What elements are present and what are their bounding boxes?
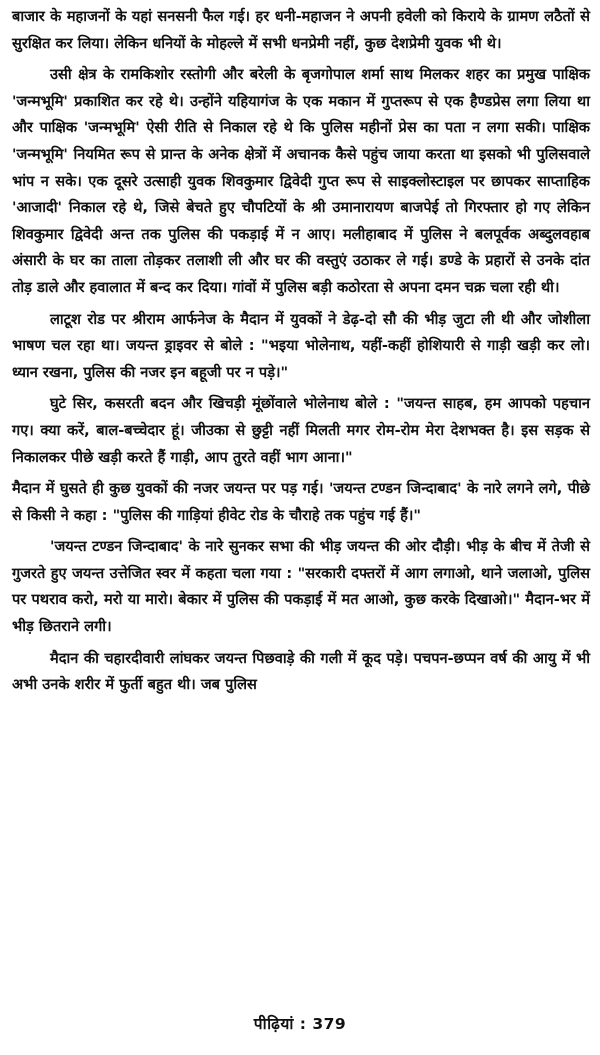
page-body [12, 4, 590, 699]
paragraph-slogans: 'जयन्त टण्डन जिन्दाबाद' के नारे सुनकर सभा की भीड़ जयन्त की ओर दौड़ी। भीड़ के बीच में तेजी से गुजरते हुए जयन्त उत्तेजित स्वर में कहता चला गया : "सरकारी दफ्तरों में आग लगाओ, थाने जलाओ, पुलिस पर पथराव करो, मरो या मारो। बेकार में पुलिस की पकड़ाई में मत आओ, कुछ करके दिखाओ।" मैदान-भर में भीड़ छितराने लगी। [12, 538, 590, 636]
page-footer: पीढ़ियां : 379 [253, 1015, 347, 1033]
paragraph-continuation: बाजार के महाजनों के यहां सनसनी फैल गई। हर धनी-महाजन ने अपनी हवेली को किराये के ग्रामण लठैतों से सुरक्षित कर लिया। लेकिन धनियों के मोहल्ले में सभी धनप्रेमी नहीं, कुछ देशप्रेमी युवक भी थे। [12, 8, 590, 52]
paragraph-ground: मैदान में घुसते ही कुछ युवकों की नजर जयन्त पर पड़ गई। 'जयन्त टण्डन जिन्दाबाद' के नारे लगने लगे, पीछे से किसी ने कहा : "पुलिस की गाड़ियां हीवेट रोड के चौराहे तक पहुंच गई हैं।" [12, 480, 590, 524]
paragraph-bholenath: घुटे सिर, कसरती बदन और खिचड़ी मूंछोंवाले भोलेनाथ बोले : "जयन्त साहब, हम आपको पहचान गए। क्या करें, बाल-बच्चेदार हूं। जीउका से छुट्टी नहीं मिलती मगर रोम-रोम मेरा देशभक्त है। इस सड़क से निकालकर पीछे खड़ी करते हैं गाड़ी, आप तुरते वहीं भाग आना।" [12, 395, 590, 466]
paragraph-escape: मैदान की चहारदीवारी लांघकर जयन्त पिछवाड़े की गली में कूद पड़े। पचपन-छप्पन वर्ष की आयु में भी अभी उनके शरीर में फुर्ती बहुत थी। जब पुलिस [12, 649, 590, 694]
paragraph-press: उसी क्षेत्र के रामकिशोर रस्तोगी और बरेली के बृजगोपाल शर्मा साथ मिलकर शहर का प्रमुख पाक्षिक 'जन्मभूमि' प्रकाशित कर रहे थे। उन्होंने यहियागंज के एक मकान में गुप्तरूप से एक हैण्डप्रेस लगा लिया था और पाक्षिक 'जन्मभूमि' ऐसी रीति से निकाल रहे थे कि पुलिस महीनों प्रेस का पता न लगा सकी। पाक्षिक 'जन्मभूमि' नियमित रूप से प्रान्त के अनेक क्षेत्रों में अचानक कैसे पहुंच जाया करता था इसको भी पुलिसवाले भांप न सके। एक दूसरे उत्साही युवक शिवकुमार द्विवेदी गुप्त रूप से साइक्लोस्टाइल पर छापकर साप्ताहिक 'आजादी' निकाल रहे थे, जिसे बेचते हुए चौपटियों के श्री उमानारायण बाजपेई तो गिरफ्तार हो गए लेकिन शिवकुमार द्विवेदी अन्त तक पुलिस की पकड़ाई में न आए। मलीहाबाद में पुलिस ने बलपूर्वक अब्दुलवहाब अंसारी के घर का ताला तोड़कर तलाशी ली और घर की वस्तुएं उठाकर ले गई। डण्डे के प्रहारों से उनके दांत तोड़ डाले और हवालात में बन्द कर दिया। गांवों में पुलिस बड़ी कठोरता से अपना दमन चक्र चला रही थी। [12, 66, 590, 296]
paragraph-rally: लाटूश रोड पर श्रीराम आर्फनेज के मैदान में युवकों ने डेढ़-दो सौ की भीड़ जुटा ली थी और जोशीला भाषण चल रहा था। जयन्त ड्राइवर से बोले : "भइया भोलेनाथ, यहीं-कहीं होशियारी से गाड़ी खड़ी कर लो। ध्यान रखना, पुलिस की नजर इन बहूजी पर न पड़े।" [12, 310, 590, 381]
